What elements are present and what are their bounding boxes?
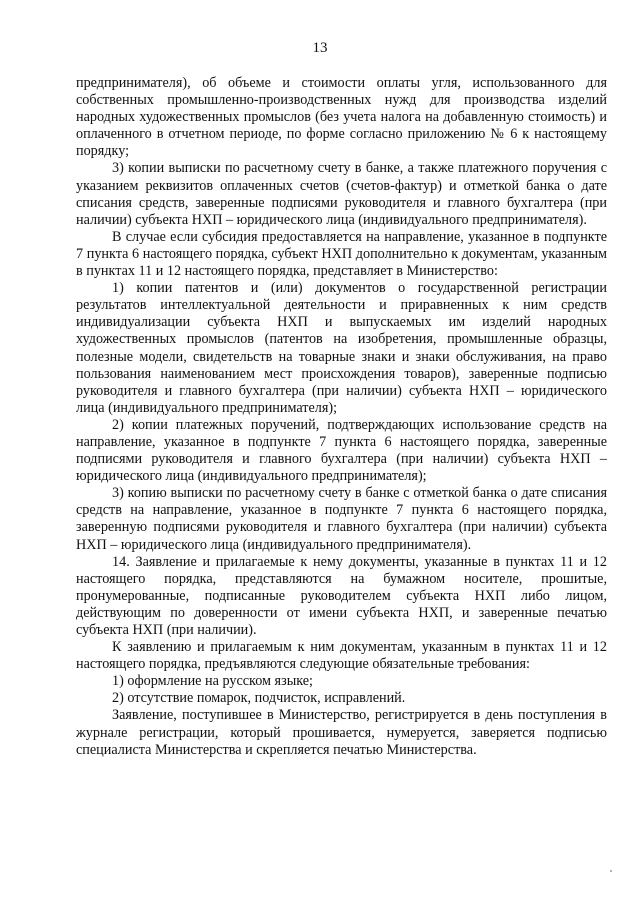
paragraph-item-1-patents: 1) копии патентов и (или) документов о государственной регистрации результатов интеллектуальной деятельности и приравненных к ним средств индивидуализации субъекта НХП и выпускаемых им изделий народных художественных промыслов (патентов на изобретения, промышленные образцы, полезные модели, свидетельств на товарные знаки и знаки обслуживания, на право пользования наименованием мест происхождения товаров), заверенные подписью руководителя и главного бухгалтера (при наличии) субъекта НХП – юридического лица (индивидуального предпринимателя);: [76, 280, 607, 416]
paragraph-requirements: К заявлению и прилагаемым к ним документам, указанным в пунктах 11 и 12 настоящего порядка, предъявляются следующие обязательные требования:: [76, 639, 607, 673]
paragraph-item-3: 3) копии выписки по расчетному счету в банке, а также платежного поручения с указанием реквизитов оплаченных счетов (счетов-фактур) и отметкой банка о дате списания средств, заверенные подписями руководителя и главного бухгалтера (при наличии) субъекта НХП – юридического лица (индивидуального предпринимателя).: [76, 160, 607, 228]
paragraph-continuation: предпринимателя), об объеме и стоимости оплаты угля, использованного для собственных промышленно-производственных нужд для производства изделий народных художественных промыслов (без учета налога на добавленную стоимость) и оплаченного в отчетном периоде, по форме согласно приложению № 6 к настоящему порядку;: [76, 75, 607, 160]
document-body: [76, 75, 607, 759]
paragraph-subsidy-case: В случае если субсидия предоставляется на направление, указанное в подпункте 7 пункта 6 настоящего порядка, субъект НХП дополнительно к документам, указанным в пунктах 11 и 12 настоящего порядка, представляет в Министерство:: [76, 228, 607, 280]
paragraph-requirement-2: 2) отсутствие помарок, подчисток, исправлений.: [112, 690, 406, 707]
paragraph-section-14: 14. Заявление и прилагаемые к нему документы, указанные в пунктах 11 и 12 настоящего порядка, представляются на бумажном носителе, прошитые, пронумерованные, подписанные руководителем субъекта НХП либо лицом, действующим по доверенности от имени субъекта НХП, и заверенные печатью субъекта НХП (при наличии).: [76, 553, 607, 638]
page-number: 13: [312, 40, 328, 56]
paragraph-item-3-statement: 3) копию выписки по расчетному счету в банке с отметкой банка о дате списания средств на направление, указанное в подпункте 7 пункта 6 настоящего порядка, заверенную подписями руководителя и главного бухгалтера (при наличии) субъекта НХП – юридического лица (индивидуального предпринимателя).: [76, 485, 607, 553]
scan-speck: [610, 870, 612, 872]
paragraph-registration: Заявление, поступившее в Министерство, регистрируется в день поступления в журнале регистрации, который прошивается, нумеруется, заверяется подписью специалиста Министерства и скрепляется печатью Министерства.: [76, 707, 607, 758]
paragraph-requirement-1: 1) оформление на русском языке;: [112, 673, 313, 690]
paragraph-item-2-payments: 2) копии платежных поручений, подтверждающих использование средств на направление, указанное в подпункте 7 пункта 6 настоящего порядка, заверенные подписями руководителя и главного бухгалтера (при наличии) субъекта НХП – юридического лица (индивидуального предпринимателя);: [76, 416, 607, 485]
